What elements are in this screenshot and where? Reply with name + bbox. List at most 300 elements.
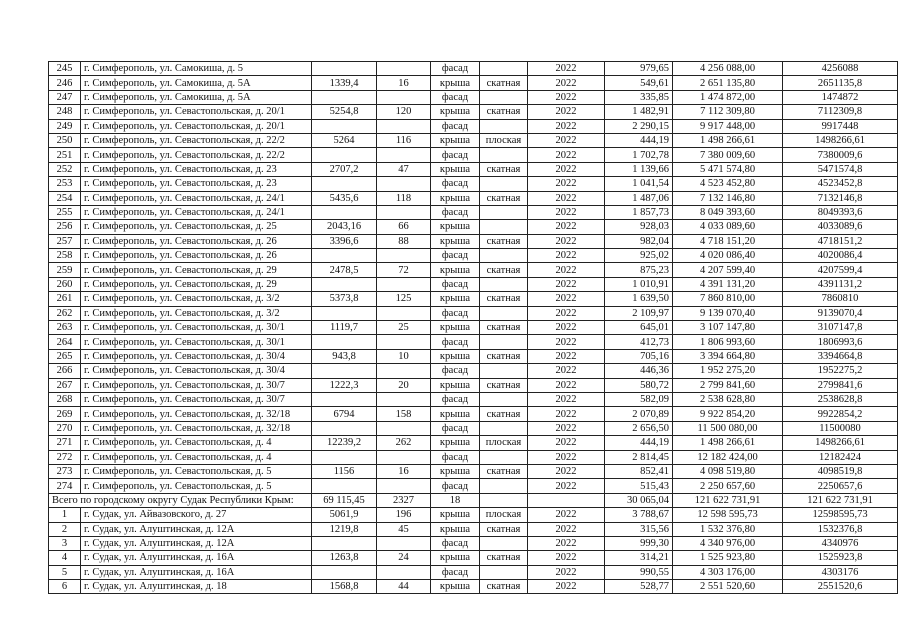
cell-year: 2022: [528, 464, 605, 478]
cell-row-number: 272: [49, 450, 81, 464]
cell-cost-per-m2: 412,73: [605, 335, 673, 349]
cell-address: г. Симферополь, ул. Севастопольская, д. 5: [81, 464, 312, 478]
cell-roof-type: скатная: [480, 464, 528, 478]
cell-row-number: 264: [49, 335, 81, 349]
table-row: [49, 292, 898, 306]
cell-address: г. Судак, ул. Алуштинская, д. 16А: [81, 551, 312, 565]
cell-element: фасад: [431, 148, 480, 162]
cell-cost-total: 4 207 599,40: [673, 263, 783, 277]
cell-cost-total: 1 498 266,61: [673, 436, 783, 450]
cell-roof-type: [480, 249, 528, 263]
cell-row-number: 250: [49, 133, 81, 147]
table-row: [49, 321, 898, 335]
cell-element: крыша: [431, 234, 480, 248]
cell-address: г. Симферополь, ул. Севастопольская, д. 29: [81, 277, 312, 291]
cell-roof-type: [480, 62, 528, 76]
cell-area: 1568,8: [312, 580, 377, 594]
cell-year: 2022: [528, 378, 605, 392]
cell-roof-type: скатная: [480, 76, 528, 90]
table-row: [49, 105, 898, 119]
cell-row-number: 256: [49, 220, 81, 234]
cell-cost-per-m2: 315,56: [605, 522, 673, 536]
cell-address: г. Симферополь, ул. Севастопольская, д. 4: [81, 450, 312, 464]
cell-element: крыша: [431, 105, 480, 119]
cell-element: крыша: [431, 407, 480, 421]
cell-element: фасад: [431, 479, 480, 493]
cell-residents: 72: [377, 263, 431, 277]
total-empty-type: [480, 493, 528, 507]
cell-address: г. Симферополь, ул. Севастопольская, д. 30/7: [81, 378, 312, 392]
cell-residents: 10: [377, 349, 431, 363]
cell-row-number: 248: [49, 105, 81, 119]
cell-roof-type: скатная: [480, 580, 528, 594]
cell-year: 2022: [528, 522, 605, 536]
cell-roof-type: [480, 119, 528, 133]
cell-year: 2022: [528, 407, 605, 421]
cell-cost-total: 9 922 854,20: [673, 407, 783, 421]
cell-year: 2022: [528, 220, 605, 234]
table-row: [49, 335, 898, 349]
cell-area: [312, 364, 377, 378]
cell-cost-total: 8 049 393,60: [673, 205, 783, 219]
cell-year: 2022: [528, 277, 605, 291]
table-row: [49, 62, 898, 76]
cell-element: крыша: [431, 292, 480, 306]
total-sum-2: 121 622 731,91: [783, 493, 898, 507]
cell-cost-total: 7 380 009,60: [673, 148, 783, 162]
cell-cost-value: 3394664,8: [783, 349, 898, 363]
cell-element: крыша: [431, 522, 480, 536]
cell-row-number: 271: [49, 436, 81, 450]
cell-area: [312, 249, 377, 263]
table-row: [49, 392, 898, 406]
cell-roof-type: скатная: [480, 349, 528, 363]
cell-cost-value: 5471574,8: [783, 162, 898, 176]
cell-area: [312, 62, 377, 76]
cell-cost-value: 2651135,8: [783, 76, 898, 90]
cell-cost-per-m2: 2 814,45: [605, 450, 673, 464]
table-row: [49, 421, 898, 435]
cell-area: 2707,2: [312, 162, 377, 176]
cell-element: фасад: [431, 392, 480, 406]
cell-cost-total: 4 098 519,80: [673, 464, 783, 478]
cell-cost-value: 9917448: [783, 119, 898, 133]
cell-element: фасад: [431, 450, 480, 464]
cell-area: 2043,16: [312, 220, 377, 234]
cell-year: 2022: [528, 349, 605, 363]
total-sum: 121 622 731,91: [673, 493, 783, 507]
cell-cost-value: 7860810: [783, 292, 898, 306]
cell-area: 2478,5: [312, 263, 377, 277]
cell-address: г. Симферополь, ул. Севастопольская, д. 23: [81, 162, 312, 176]
cell-year: 2022: [528, 508, 605, 522]
cell-residents: 196: [377, 508, 431, 522]
cell-residents: 120: [377, 105, 431, 119]
cell-row-number: 263: [49, 321, 81, 335]
cell-cost-per-m2: 852,41: [605, 464, 673, 478]
cell-cost-value: 9139070,4: [783, 306, 898, 320]
cell-year: 2022: [528, 450, 605, 464]
cell-row-number: 257: [49, 234, 81, 248]
cell-cost-per-m2: 2 290,15: [605, 119, 673, 133]
cell-cost-total: 1 952 275,20: [673, 364, 783, 378]
cell-residents: [377, 536, 431, 550]
repair-schedule-table: [48, 61, 898, 594]
cell-address: г. Симферополь, ул. Севастопольская, д. 4: [81, 436, 312, 450]
cell-roof-type: [480, 364, 528, 378]
cell-row-number: 245: [49, 62, 81, 76]
cell-row-number: 5: [49, 565, 81, 579]
total-area: 69 115,45: [312, 493, 377, 507]
cell-element: фасад: [431, 249, 480, 263]
total-row: [49, 493, 898, 507]
cell-roof-type: [480, 177, 528, 191]
cell-cost-per-m2: 444,19: [605, 436, 673, 450]
cell-address: г. Симферополь, ул. Севастопольская, д. 30/4: [81, 364, 312, 378]
cell-roof-type: [480, 205, 528, 219]
cell-cost-value: 1498266,61: [783, 436, 898, 450]
cell-address: г. Симферополь, ул. Севастопольская, д. 23: [81, 177, 312, 191]
cell-cost-value: 4718151,2: [783, 234, 898, 248]
cell-cost-total: 1 532 376,80: [673, 522, 783, 536]
cell-roof-type: [480, 479, 528, 493]
table-row: [49, 277, 898, 291]
sudak-rows: [49, 508, 898, 594]
cell-residents: [377, 277, 431, 291]
cell-roof-type: плоская: [480, 436, 528, 450]
cell-residents: [377, 205, 431, 219]
cell-area: 12239,2: [312, 436, 377, 450]
cell-residents: [377, 62, 431, 76]
cell-row-number: 252: [49, 162, 81, 176]
cell-roof-type: плоская: [480, 508, 528, 522]
cell-cost-total: 2 551 520,60: [673, 580, 783, 594]
cell-residents: [377, 90, 431, 104]
table-row: [49, 436, 898, 450]
cell-element: фасад: [431, 205, 480, 219]
cell-cost-value: 11500080: [783, 421, 898, 435]
cell-address: г. Симферополь, ул. Севастопольская, д. 29: [81, 263, 312, 277]
cell-cost-value: 12598595,73: [783, 508, 898, 522]
cell-cost-value: 12182424: [783, 450, 898, 464]
cell-cost-per-m2: 645,01: [605, 321, 673, 335]
cell-address: г. Симферополь, ул. Севастопольская, д. 24/1: [81, 191, 312, 205]
cell-address: г. Симферополь, ул. Севастопольская, д. 3/2: [81, 292, 312, 306]
cell-cost-per-m2: 1 639,50: [605, 292, 673, 306]
table-row: [49, 220, 898, 234]
cell-cost-value: 2250657,6: [783, 479, 898, 493]
cell-row-number: 251: [49, 148, 81, 162]
cell-cost-value: 4256088: [783, 62, 898, 76]
table-row: [49, 133, 898, 147]
cell-cost-total: 3 394 664,80: [673, 349, 783, 363]
cell-cost-total: 5 471 574,80: [673, 162, 783, 176]
cell-row-number: 249: [49, 119, 81, 133]
cell-year: 2022: [528, 162, 605, 176]
cell-address: г. Судак, ул. Алуштинская, д. 16А: [81, 565, 312, 579]
cell-row-number: 253: [49, 177, 81, 191]
cell-area: 5264: [312, 133, 377, 147]
cell-roof-type: [480, 450, 528, 464]
table-row: [49, 536, 898, 550]
cell-roof-type: [480, 277, 528, 291]
table-row: [49, 565, 898, 579]
cell-cost-per-m2: 1 010,91: [605, 277, 673, 291]
cell-residents: [377, 306, 431, 320]
cell-area: [312, 277, 377, 291]
total-row-group: [49, 493, 898, 507]
cell-address: г. Симферополь, ул. Севастопольская, д. 30/1: [81, 321, 312, 335]
cell-cost-value: 1525923,8: [783, 551, 898, 565]
cell-year: 2022: [528, 148, 605, 162]
cell-row-number: 265: [49, 349, 81, 363]
cell-roof-type: скатная: [480, 321, 528, 335]
table-row: [49, 378, 898, 392]
cell-cost-per-m2: 1 139,66: [605, 162, 673, 176]
cell-cost-value: 1952275,2: [783, 364, 898, 378]
cell-address: г. Симферополь, ул. Самокиша, д. 5А: [81, 90, 312, 104]
cell-element: фасад: [431, 565, 480, 579]
cell-cost-value: 4033089,6: [783, 220, 898, 234]
cell-cost-total: 3 107 147,80: [673, 321, 783, 335]
cell-row-number: 274: [49, 479, 81, 493]
cell-address: г. Судак, ул. Алуштинская, д. 18: [81, 580, 312, 594]
cell-cost-value: 2799841,6: [783, 378, 898, 392]
cell-cost-value: 4340976: [783, 536, 898, 550]
cell-element: крыша: [431, 191, 480, 205]
cell-cost-per-m2: 515,43: [605, 479, 673, 493]
cell-cost-per-m2: 549,61: [605, 76, 673, 90]
cell-residents: 118: [377, 191, 431, 205]
cell-year: 2022: [528, 436, 605, 450]
cell-row-number: 3: [49, 536, 81, 550]
cell-cost-total: 7 132 146,80: [673, 191, 783, 205]
cell-row-number: 268: [49, 392, 81, 406]
cell-cost-per-m2: 990,55: [605, 565, 673, 579]
cell-cost-total: 11 500 080,00: [673, 421, 783, 435]
cell-element: фасад: [431, 536, 480, 550]
cell-year: 2022: [528, 565, 605, 579]
cell-residents: [377, 335, 431, 349]
table-row: [49, 551, 898, 565]
table-row: [49, 306, 898, 320]
cell-area: [312, 148, 377, 162]
table-row: [49, 522, 898, 536]
cell-element: крыша: [431, 580, 480, 594]
table-row: [49, 234, 898, 248]
cell-row-number: 269: [49, 407, 81, 421]
cell-area: [312, 421, 377, 435]
cell-cost-total: 4 391 131,20: [673, 277, 783, 291]
cell-row-number: 246: [49, 76, 81, 90]
table-row: [49, 464, 898, 478]
cell-area: 3396,6: [312, 234, 377, 248]
cell-year: 2022: [528, 105, 605, 119]
cell-address: г. Симферополь, ул. Севастопольская, д. 22/2: [81, 133, 312, 147]
cell-year: 2022: [528, 133, 605, 147]
cell-element: крыша: [431, 436, 480, 450]
cell-cost-per-m2: 999,30: [605, 536, 673, 550]
table-row: [49, 76, 898, 90]
cell-roof-type: скатная: [480, 162, 528, 176]
cell-address: г. Симферополь, ул. Севастопольская, д. 24/1: [81, 205, 312, 219]
table-row: [49, 205, 898, 219]
cell-year: 2022: [528, 292, 605, 306]
cell-area: [312, 90, 377, 104]
cell-address: г. Симферополь, ул. Севастопольская, д. 32/18: [81, 407, 312, 421]
cell-residents: 16: [377, 464, 431, 478]
cell-element: крыша: [431, 464, 480, 478]
cell-cost-value: 2538628,8: [783, 392, 898, 406]
cell-row-number: 270: [49, 421, 81, 435]
cell-cost-total: 9 917 448,00: [673, 119, 783, 133]
cell-cost-total: 12 182 424,00: [673, 450, 783, 464]
cell-cost-value: 7112309,8: [783, 105, 898, 119]
cell-cost-per-m2: 1 482,91: [605, 105, 673, 119]
table-row: [49, 177, 898, 191]
cell-row-number: 267: [49, 378, 81, 392]
cell-row-number: 247: [49, 90, 81, 104]
cell-area: 1222,3: [312, 378, 377, 392]
cell-address: г. Судак, ул. Алуштинская, д. 12А: [81, 536, 312, 550]
table-row: [49, 119, 898, 133]
cell-roof-type: скатная: [480, 263, 528, 277]
cell-year: 2022: [528, 76, 605, 90]
cell-residents: [377, 450, 431, 464]
cell-year: 2022: [528, 335, 605, 349]
table-row: [49, 508, 898, 522]
cell-address: г. Симферополь, ул. Севастопольская, д. 30/7: [81, 392, 312, 406]
cell-cost-total: 2 651 135,80: [673, 76, 783, 90]
total-count: 18: [431, 493, 480, 507]
cell-roof-type: [480, 536, 528, 550]
total-residents: 2327: [377, 493, 431, 507]
cell-roof-type: [480, 565, 528, 579]
cell-roof-type: скатная: [480, 191, 528, 205]
cell-cost-value: 2551520,6: [783, 580, 898, 594]
cell-year: 2022: [528, 392, 605, 406]
cell-area: [312, 392, 377, 406]
cell-roof-type: [480, 421, 528, 435]
cell-residents: [377, 249, 431, 263]
cell-cost-per-m2: 925,02: [605, 249, 673, 263]
cell-cost-per-m2: 979,65: [605, 62, 673, 76]
cell-area: [312, 335, 377, 349]
cell-address: г. Симферополь, ул. Самокиша, д. 5А: [81, 76, 312, 90]
cell-cost-total: 4 718 151,20: [673, 234, 783, 248]
cell-year: 2022: [528, 205, 605, 219]
cell-cost-value: 8049393,6: [783, 205, 898, 219]
cell-cost-total: 12 598 595,73: [673, 508, 783, 522]
cell-residents: 25: [377, 321, 431, 335]
cell-cost-total: 2 538 628,80: [673, 392, 783, 406]
cell-year: 2022: [528, 580, 605, 594]
cell-roof-type: скатная: [480, 292, 528, 306]
cell-residents: [377, 565, 431, 579]
cell-element: фасад: [431, 90, 480, 104]
cell-roof-type: [480, 335, 528, 349]
table-row: [49, 191, 898, 205]
cell-cost-value: 4523452,8: [783, 177, 898, 191]
cell-cost-total: 4 256 088,00: [673, 62, 783, 76]
cell-year: 2022: [528, 249, 605, 263]
cell-residents: 24: [377, 551, 431, 565]
cell-address: г. Симферополь, ул. Севастопольская, д. 5: [81, 479, 312, 493]
cell-cost-per-m2: 1 041,54: [605, 177, 673, 191]
cell-cost-total: 7 860 810,00: [673, 292, 783, 306]
cell-element: крыша: [431, 162, 480, 176]
cell-element: крыша: [431, 378, 480, 392]
table-row: [49, 364, 898, 378]
cell-cost-value: 3107147,8: [783, 321, 898, 335]
table-row: [49, 450, 898, 464]
table-row: [49, 162, 898, 176]
cell-residents: 125: [377, 292, 431, 306]
cell-element: крыша: [431, 263, 480, 277]
simferopol-rows: [49, 62, 898, 494]
cell-row-number: 1: [49, 508, 81, 522]
cell-cost-per-m2: 705,16: [605, 349, 673, 363]
cell-element: фасад: [431, 62, 480, 76]
cell-cost-value: 7132146,8: [783, 191, 898, 205]
cell-cost-per-m2: 1 857,73: [605, 205, 673, 219]
cell-roof-type: [480, 90, 528, 104]
cell-area: [312, 479, 377, 493]
cell-year: 2022: [528, 321, 605, 335]
cell-row-number: 258: [49, 249, 81, 263]
cell-residents: 20: [377, 378, 431, 392]
cell-area: 5373,8: [312, 292, 377, 306]
cell-cost-total: 7 112 309,80: [673, 105, 783, 119]
cell-roof-type: [480, 220, 528, 234]
cell-roof-type: скатная: [480, 378, 528, 392]
cell-area: [312, 306, 377, 320]
cell-row-number: 6: [49, 580, 81, 594]
cell-roof-type: [480, 148, 528, 162]
cell-residents: 47: [377, 162, 431, 176]
cell-cost-total: 1 525 923,80: [673, 551, 783, 565]
cell-area: [312, 177, 377, 191]
cell-cost-total: 1 806 993,60: [673, 335, 783, 349]
cell-year: 2022: [528, 119, 605, 133]
cell-residents: 45: [377, 522, 431, 536]
cell-year: 2022: [528, 364, 605, 378]
cell-row-number: 254: [49, 191, 81, 205]
cell-address: г. Судак, ул. Айвазовского, д. 27: [81, 508, 312, 522]
cell-address: г. Симферополь, ул. Севастопольская, д. 20/1: [81, 119, 312, 133]
cell-cost-total: 9 139 070,40: [673, 306, 783, 320]
cell-residents: 262: [377, 436, 431, 450]
cell-area: 1263,8: [312, 551, 377, 565]
cell-cost-total: 4 020 086,40: [673, 249, 783, 263]
cell-element: крыша: [431, 508, 480, 522]
cell-cost-total: 4 340 976,00: [673, 536, 783, 550]
cell-cost-per-m2: 528,77: [605, 580, 673, 594]
cell-cost-total: 2 250 657,60: [673, 479, 783, 493]
cell-row-number: 259: [49, 263, 81, 277]
cell-residents: [377, 364, 431, 378]
cell-residents: [377, 148, 431, 162]
total-label: Всего по городскому округу Судак Республики Крым:: [49, 493, 312, 507]
cell-element: фасад: [431, 277, 480, 291]
cell-element: крыша: [431, 76, 480, 90]
table-row: [49, 479, 898, 493]
table-row: [49, 263, 898, 277]
cell-cost-total: 4 303 176,00: [673, 565, 783, 579]
cell-area: 1219,8: [312, 522, 377, 536]
cell-year: 2022: [528, 536, 605, 550]
cell-cost-per-m2: 314,21: [605, 551, 673, 565]
